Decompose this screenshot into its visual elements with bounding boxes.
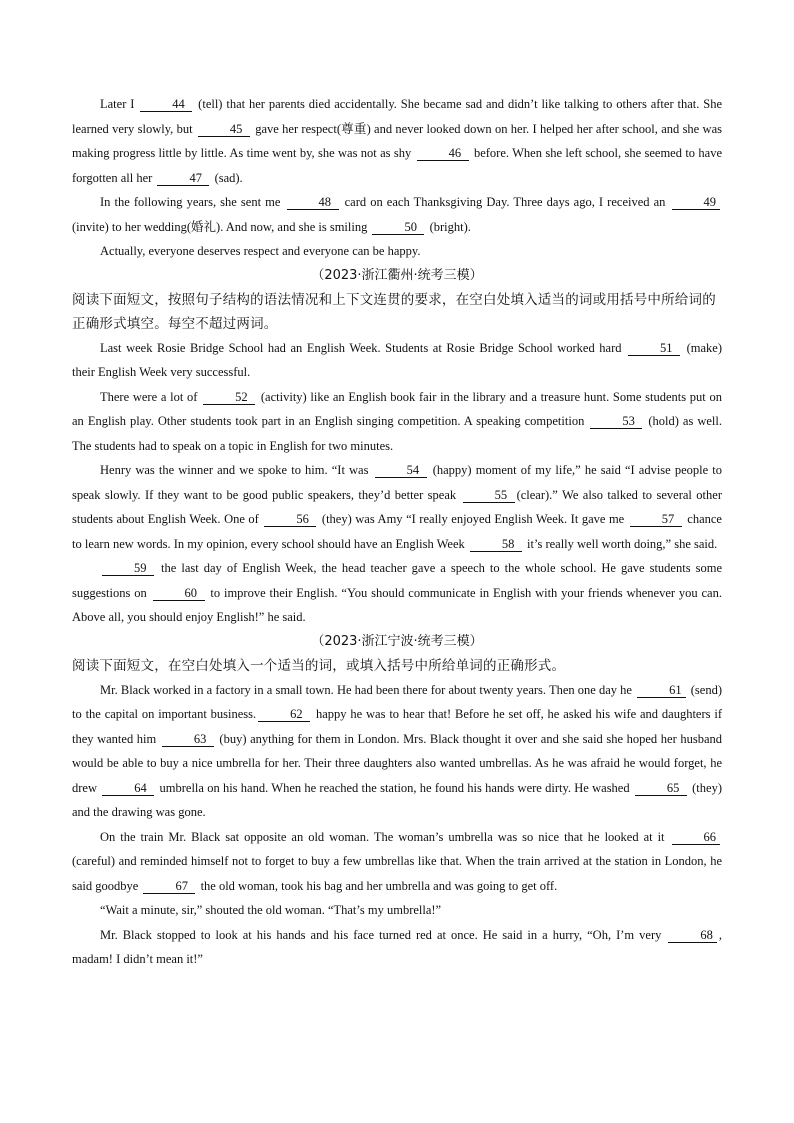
text: Later I (100, 97, 139, 111)
text: the old woman, took his bag and her umbrella and was going to get off. (197, 878, 558, 893)
text: gave her respect(尊重) and never looked down on her. I helped her after school, and she was making progress little by little. As time went by, she was not as shy (72, 121, 722, 160)
text: (bright). (426, 219, 471, 234)
text: (send) to the capital on important business. (72, 682, 722, 721)
text: On the train Mr. Black sat opposite an old woman. The woman’s umbrella was so nice that he looked at it (100, 829, 670, 844)
text: There were a lot of (100, 389, 202, 404)
blank-44[interactable]: 44 (140, 97, 192, 112)
blank-49[interactable]: 49 (672, 195, 721, 210)
text: it’s really well worth doing,” she said. (523, 536, 718, 551)
passage1-paragraph-3: Actually, everyone deserves respect and everyone can be happy. (100, 244, 421, 258)
blank-66[interactable]: 66 (672, 830, 721, 845)
text: happy he was to hear that! Before he set off, he asked his wife and daughters if they wanted him (72, 707, 722, 746)
section3-paragraph-2 (72, 825, 722, 899)
document-content (72, 92, 722, 972)
text: , madam! I didn’t mean it!” (72, 927, 722, 966)
blank-65[interactable]: 65 (635, 781, 687, 796)
passage1-paragraph-2 (72, 190, 722, 239)
blank-48[interactable]: 48 (287, 195, 339, 210)
section3-paragraph-1 (72, 678, 722, 825)
blank-63[interactable]: 63 (162, 732, 214, 747)
blank-68[interactable]: 68 (668, 928, 717, 943)
blank-64[interactable]: 64 (102, 781, 154, 796)
blank-46[interactable]: 46 (417, 146, 469, 161)
text: (happy) moment of my life,” he said “I advise people to speak slowly. If they want to be good public speakers, they’d better speak (72, 463, 722, 502)
text: (sad). (211, 170, 243, 185)
text: before. When she left school, she seemed to have forgotten all her (72, 146, 722, 185)
blank-55[interactable]: 55 (463, 488, 515, 503)
text: (activity) like an English book fair in the library and a treasure hunt. Some students put on an English play. Other students took part in an English singing competition. A speaking competition (72, 389, 722, 428)
blank-52[interactable]: 52 (203, 390, 255, 405)
blank-62[interactable]: 62 (258, 707, 310, 722)
blank-47[interactable]: 47 (157, 171, 209, 186)
section2-instruction: 阅读下面短文，按照句子结构的语法情况和上下文连贯的要求，在空白处填入适当的词或用括号中所给词的正确形式填空。每空不超过两词。 (72, 291, 716, 332)
text: Mr. Black stopped to look at his hands and his face turned red at once. He said in a hurry, “Oh, I’m very (100, 927, 667, 942)
text: (clear).” We also talked to several other students about English Week. One of (72, 487, 722, 526)
blank-54[interactable]: 54 (375, 463, 427, 478)
text: to improve their English. “You should communicate in English with your friends whenever you can. Above all, you should enjoy English!” he said. (72, 585, 722, 624)
text: Henry was the winner and we spoke to him. “It was (100, 463, 373, 477)
text: (they) was Amy “I really enjoyed English Week. It gave me (318, 512, 628, 526)
text: card on each Thanksgiving Day. Three days ago, I received an (340, 195, 670, 209)
blank-59[interactable]: 59 (102, 561, 154, 576)
blank-53[interactable]: 53 (590, 414, 642, 429)
section2-paragraph-3 (72, 458, 722, 556)
blank-58[interactable]: 58 (470, 537, 522, 552)
text: (tell) that her parents died accidentally. She became sad and didn’t like talking to others after that. She learned very slowly, but (72, 97, 722, 136)
text: Last week Rosie Bridge School had an English Week. Students at Rosie Bridge School worked hard (100, 340, 627, 355)
section2-source: （2023·浙江衢州·统考三模） (311, 267, 483, 283)
blank-67[interactable]: 67 (143, 879, 195, 894)
section2-paragraph-4 (72, 556, 722, 630)
blank-57[interactable]: 57 (630, 512, 682, 527)
text: (invite) to her wedding(婚礼). And now, and she is smiling (72, 219, 371, 234)
text: In the following years, she sent me (100, 195, 285, 209)
text: (make) their English Week very successful. (72, 340, 722, 379)
text: the last day of English Week, the head teacher gave a speech to the whole school. He gave students some suggestions on (72, 561, 722, 600)
blank-45[interactable]: 45 (198, 122, 250, 137)
section3-source: （2023·浙江宁波·统考三模） (311, 633, 483, 649)
blank-61[interactable]: 61 (637, 683, 686, 698)
text: chance to learn new words. In my opinion, every school should have an English Week (72, 512, 722, 551)
text: (buy) anything for them in London. Mrs. Black thought it over and she said she hoped her husband would be able to buy a nice umbrella for her. Their three daughters also wanted umbrellas. As he was afraid he would forget, he drew (72, 731, 722, 795)
section2-paragraph-1 (72, 336, 722, 385)
text: Mr. Black worked in a factory in a small town. He had been there for about twenty years. Then one day he (100, 682, 636, 697)
section3-instruction: 阅读下面短文，在空白处填入一个适当的词，或填入括号中所给单词的正确形式。 (72, 657, 566, 674)
text: (careful) and reminded himself not to forget to buy a few umbrellas like that. When the train arrived at the station in London, he said goodbye (72, 854, 722, 893)
section2-paragraph-2 (72, 385, 722, 459)
blank-56[interactable]: 56 (264, 512, 316, 527)
section3-paragraph-4 (72, 923, 722, 972)
blank-51[interactable]: 51 (628, 341, 680, 356)
text: (they) and the drawing was gone. (72, 780, 722, 819)
blank-50[interactable]: 50 (372, 220, 424, 235)
text: umbrella on his hand. When he reached the station, he found his hands were dirty. He washed (156, 780, 633, 795)
passage1-paragraph-1 (72, 92, 722, 190)
blank-60[interactable]: 60 (153, 586, 205, 601)
text: (hold) as well. The students had to speak on a topic in English for two minutes. (72, 414, 723, 453)
section3-paragraph-3: “Wait a minute, sir,” shouted the old woman. “That’s my umbrella!” (100, 903, 442, 917)
